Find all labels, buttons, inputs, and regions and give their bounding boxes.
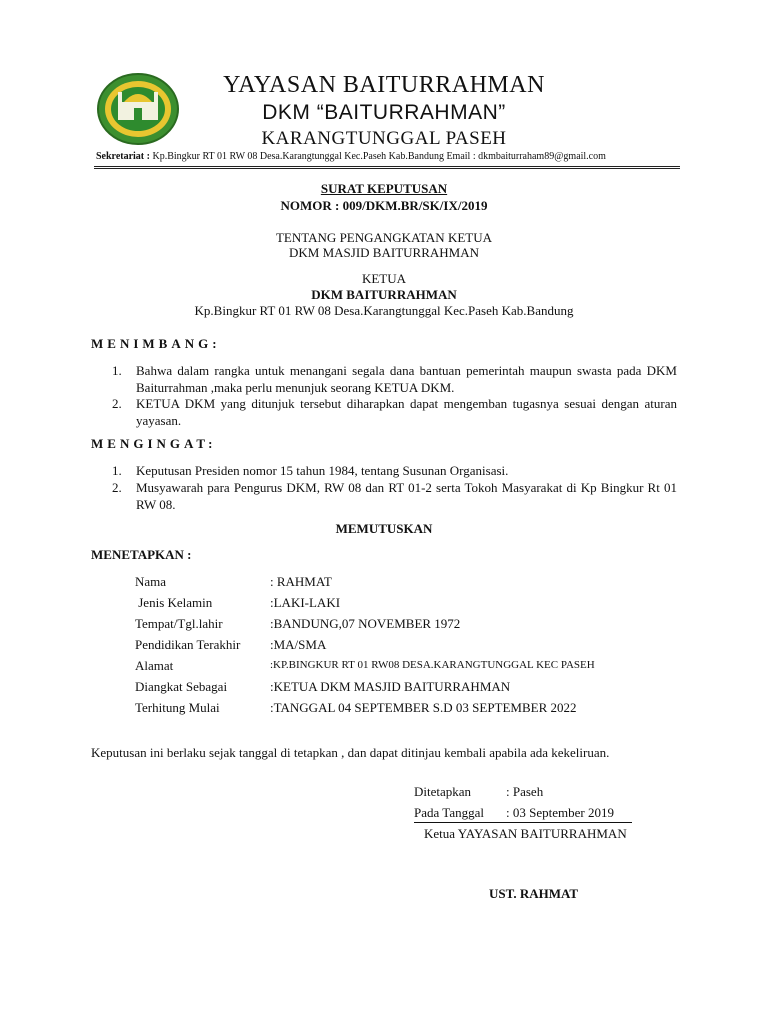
secretariat-line	[96, 151, 686, 162]
detail-value: :TANGGAL 04 SEPTEMBER S.D 03 SEPTEMBER 2022	[270, 700, 577, 715]
doc-number: NOMOR : 009/DKM.BR/SK/IX/2019	[280, 198, 488, 213]
org-name: YAYASAN BAITURRAHMAN	[223, 72, 545, 98]
list-number: 1.	[112, 463, 122, 478]
detail-value: :KETUA DKM MASJID BAITURRAHMAN	[270, 679, 511, 694]
detail-label: Jenis Kelamin	[135, 595, 213, 610]
detail-value: :KP.BINGKUR RT 01 RW08 DESA.KARANGTUNGGAL KEC PASEH	[270, 659, 595, 671]
list-number: 1.	[112, 363, 122, 378]
secretariat-text: Kp.Bingkur RT 01 RW 08 Desa.Karangtunggal Kec.Paseh Kab.Bandung Email : dkmbaiturraham89@gmail.com	[152, 151, 606, 162]
list-text: Musyawarah para Pengurus DKM, RW 08 dan RT 01-2 serta Tokoh Masyarakat di Kp Bingkur Rt 01 RW 08.	[136, 480, 677, 512]
detail-value: :BANDUNG,07 NOVEMBER 1972	[270, 616, 461, 631]
detail-label: Terhitung Mulai	[135, 700, 220, 715]
closing-paragraph: Keputusan ini berlaku sejak tanggal di tetapkan , dan dapat ditinjau kembali apabila ada kekeliruan.	[91, 745, 610, 760]
list-item	[112, 362, 677, 396]
issuer-line-1: KETUA	[361, 271, 407, 286]
list-text: Keputusan Presiden nomor 15 tahun 1984, tentang Susunan Organisasi.	[136, 463, 509, 478]
issuer-address: Kp.Bingkur RT 01 RW 08 Desa.Karangtunggal Kec.Paseh Kab.Bandung	[194, 303, 574, 318]
header-rule	[94, 166, 680, 167]
detail-label: Diangkat Sebagai	[135, 679, 228, 694]
list-number: 2.	[112, 396, 122, 411]
issuer-line-2: DKM BAITURRAHMAN	[311, 287, 457, 302]
date-label: Pada Tanggal	[414, 805, 484, 820]
date-line	[414, 805, 632, 823]
detail-label: Nama	[135, 574, 167, 589]
place-label: Ditetapkan	[414, 784, 472, 799]
signatory-position: Ketua YAYASAN BAITURRAHMAN	[424, 826, 627, 841]
dkm-name: DKM “BAITURRAHMAN”	[262, 101, 506, 124]
detail-value: :LAKI-LAKI	[270, 595, 341, 610]
about-line-1: TENTANG PENGANGKATAN KETUA	[275, 230, 492, 245]
menetapkan-heading: MENETAPKAN :	[91, 547, 192, 562]
menimbang-heading: MENIMBANG:	[91, 336, 221, 351]
list-number: 2.	[112, 480, 122, 495]
location-title: KARANGTUNGGAL PASEH	[261, 128, 507, 149]
detail-value: : RAHMAT	[270, 574, 332, 589]
date-value: : 03 September 2019	[506, 805, 614, 820]
detail-label: Tempat/Tgl.lahir	[135, 616, 223, 631]
mengingat-heading: MENGINGAT:	[91, 436, 217, 451]
header-rule-2	[94, 168, 680, 169]
detail-label: Pendidikan Terakhir	[135, 637, 241, 652]
signatory-name: UST. RAHMAT	[489, 886, 579, 901]
doc-type-text: SURAT KEPUTUSAN	[320, 181, 448, 196]
detail-label: Alamat	[135, 658, 174, 673]
doc-type	[0, 181, 768, 197]
secretariat-label: Sekretariat :	[96, 151, 150, 162]
list-item	[112, 479, 677, 513]
memutuskan-heading: MEMUTUSKAN	[335, 521, 433, 536]
list-item	[112, 395, 677, 429]
list-item	[112, 462, 677, 479]
list-text: Bahwa dalam rangka untuk menangani segala dana bantuan pemerintah maupun swasta pada DKM Baiturrahman ,maka perlu menunjuk seorang KETUA DKM.	[136, 363, 677, 395]
place-value: : Paseh	[506, 784, 544, 799]
detail-value: :MA/SMA	[270, 637, 327, 652]
list-text: KETUA DKM yang ditunjuk tersebut diharapkan dapat mengemban tugasnya sesuai dengan aturan yayasan.	[136, 396, 677, 428]
about-line-2: DKM MASJID BAITURRAHMAN	[289, 245, 479, 260]
